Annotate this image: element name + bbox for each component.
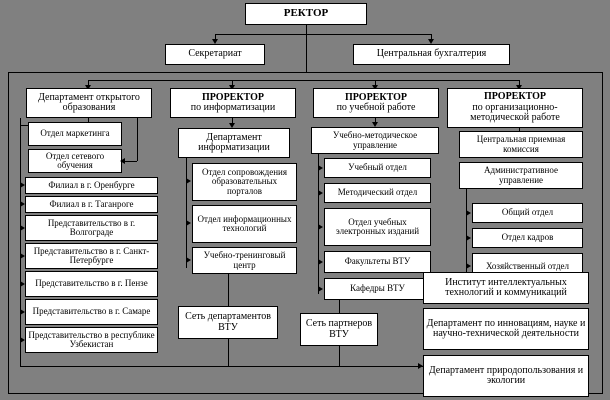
node-training-center: Учебно-тренинговый центр bbox=[192, 247, 297, 274]
arrow-chairs bbox=[318, 286, 323, 292]
connector-network-depts bbox=[228, 274, 229, 306]
arrow-rep-volgograd bbox=[20, 225, 25, 231]
connector-rector-to-frame bbox=[306, 34, 307, 72]
node-branch-taganrog: Филиал в г. Таганроге bbox=[25, 196, 158, 213]
arrow-method-department bbox=[318, 190, 323, 196]
node-it-department: Отдел информационных технологий bbox=[192, 205, 297, 243]
node-general-department: Общий отдел bbox=[472, 203, 583, 223]
prorector-inform-subtitle: по информатизации bbox=[190, 102, 276, 113]
node-marketing: Отдел маркетинга bbox=[28, 122, 122, 146]
node-dept-informatization: Департамент информатизации bbox=[178, 128, 290, 158]
node-rector: РЕКТОР bbox=[245, 3, 367, 25]
node-rep-samara: Представительство в г. Самаре bbox=[25, 299, 158, 325]
arrow-rep-penza bbox=[20, 281, 25, 287]
arrow-electronic-editions bbox=[318, 224, 323, 230]
connector-col1-right-h bbox=[125, 161, 137, 162]
arrow-hr-department bbox=[466, 235, 471, 241]
node-prorector-study bbox=[313, 88, 439, 118]
node-chairs: Кафедры ВТУ bbox=[324, 278, 431, 300]
arrow-rep-uzbekistan bbox=[20, 337, 25, 343]
node-network-departments: Сеть департаментов ВТУ bbox=[178, 306, 278, 339]
node-dept-ecology: Департамент природопользования и экологии bbox=[423, 355, 589, 397]
node-electronic-editions: Отдел учебных электронных изданий bbox=[324, 208, 431, 246]
node-dept-innovation: Департамент по инновациям, науке и научно-технической деятельности bbox=[423, 308, 589, 350]
connector-bottom-bus bbox=[175, 366, 423, 367]
arrow-branch-orenburg bbox=[20, 182, 25, 188]
node-institute-it-communications: Институт интеллектуальных технологий и коммуникаций bbox=[423, 272, 589, 304]
connector-partners-network bbox=[339, 300, 340, 313]
connector-rector-stem bbox=[306, 25, 307, 34]
node-rep-spb: Представительство в г. Санкт-Петербурге bbox=[25, 243, 158, 269]
prorector-org-subtitle: по организационно-методической работе bbox=[470, 101, 560, 124]
node-partners-network: Сеть партнеров ВТУ bbox=[300, 313, 378, 346]
node-prorector-organization bbox=[447, 88, 583, 128]
node-accounting: Центральная бухгалтерия bbox=[353, 44, 510, 65]
connector-rector-bus bbox=[215, 34, 432, 35]
connector-top-bus bbox=[88, 80, 520, 81]
prorector-study-title: ПРОРЕКТОР bbox=[344, 91, 408, 103]
arrow-rep-samara bbox=[20, 309, 25, 315]
arrow-branch-taganrog bbox=[20, 201, 25, 207]
arrow-edu-department bbox=[318, 165, 323, 171]
arrow-faculties bbox=[318, 259, 323, 265]
node-rep-penza: Представительство в г. Пензе bbox=[25, 271, 158, 297]
arrow-network-education bbox=[120, 158, 125, 164]
connector-col1-spine bbox=[20, 118, 21, 366]
node-edu-department: Учебный отдел bbox=[324, 158, 431, 178]
node-hr-department: Отдел кадров bbox=[472, 228, 583, 248]
arrow-general-department bbox=[466, 210, 471, 216]
connector-col2-spine bbox=[186, 158, 187, 268]
node-method-department: Методический отдел bbox=[324, 183, 431, 203]
node-rep-volgograd: Представительство в г. Волгограде bbox=[25, 215, 158, 241]
node-branch-orenburg: Филиал в г. Оренбурге bbox=[25, 177, 158, 194]
node-edu-portals-support: Отдел сопровождения образовательных порталов bbox=[192, 163, 297, 201]
node-administrative-management: Административное управление bbox=[459, 162, 583, 189]
arrow-it-department bbox=[186, 220, 191, 226]
node-secretariat: Секретариат bbox=[165, 44, 265, 65]
connector-col1-bottom bbox=[20, 366, 175, 367]
node-edu-method-management: Учебно-методическое управление bbox=[311, 127, 439, 154]
connector-bottom-to-network-depts bbox=[228, 339, 229, 366]
node-economy-department: Хозяйственный отдел bbox=[472, 253, 583, 280]
node-rep-uzbekistan: Представительство в республике Узбекистан bbox=[25, 327, 158, 353]
node-prorector-informatization bbox=[170, 88, 296, 118]
arrow-bottom-to-ecology bbox=[418, 363, 423, 369]
prorector-org-title: ПРОРЕКТОР bbox=[483, 91, 547, 103]
arrow-rep-spb bbox=[20, 253, 25, 259]
node-faculties: Факультеты ВТУ bbox=[324, 251, 431, 273]
connector-col1-right bbox=[137, 118, 138, 161]
arrow-edu-portals bbox=[186, 178, 191, 184]
connector-bottom-to-partners bbox=[339, 346, 340, 366]
arrow-training-center bbox=[186, 257, 191, 263]
prorector-study-subtitle: по учебной работе bbox=[336, 102, 416, 113]
prorector-inform-title: ПРОРЕКТОР bbox=[201, 91, 265, 103]
arrow-economy-department bbox=[466, 263, 471, 269]
node-admission-committee: Центральная приемная комиссия bbox=[459, 131, 583, 158]
node-dept-open-education: Департамент открытого образования bbox=[26, 88, 152, 118]
node-network-education: Отдел сетевого обучения bbox=[28, 149, 122, 173]
